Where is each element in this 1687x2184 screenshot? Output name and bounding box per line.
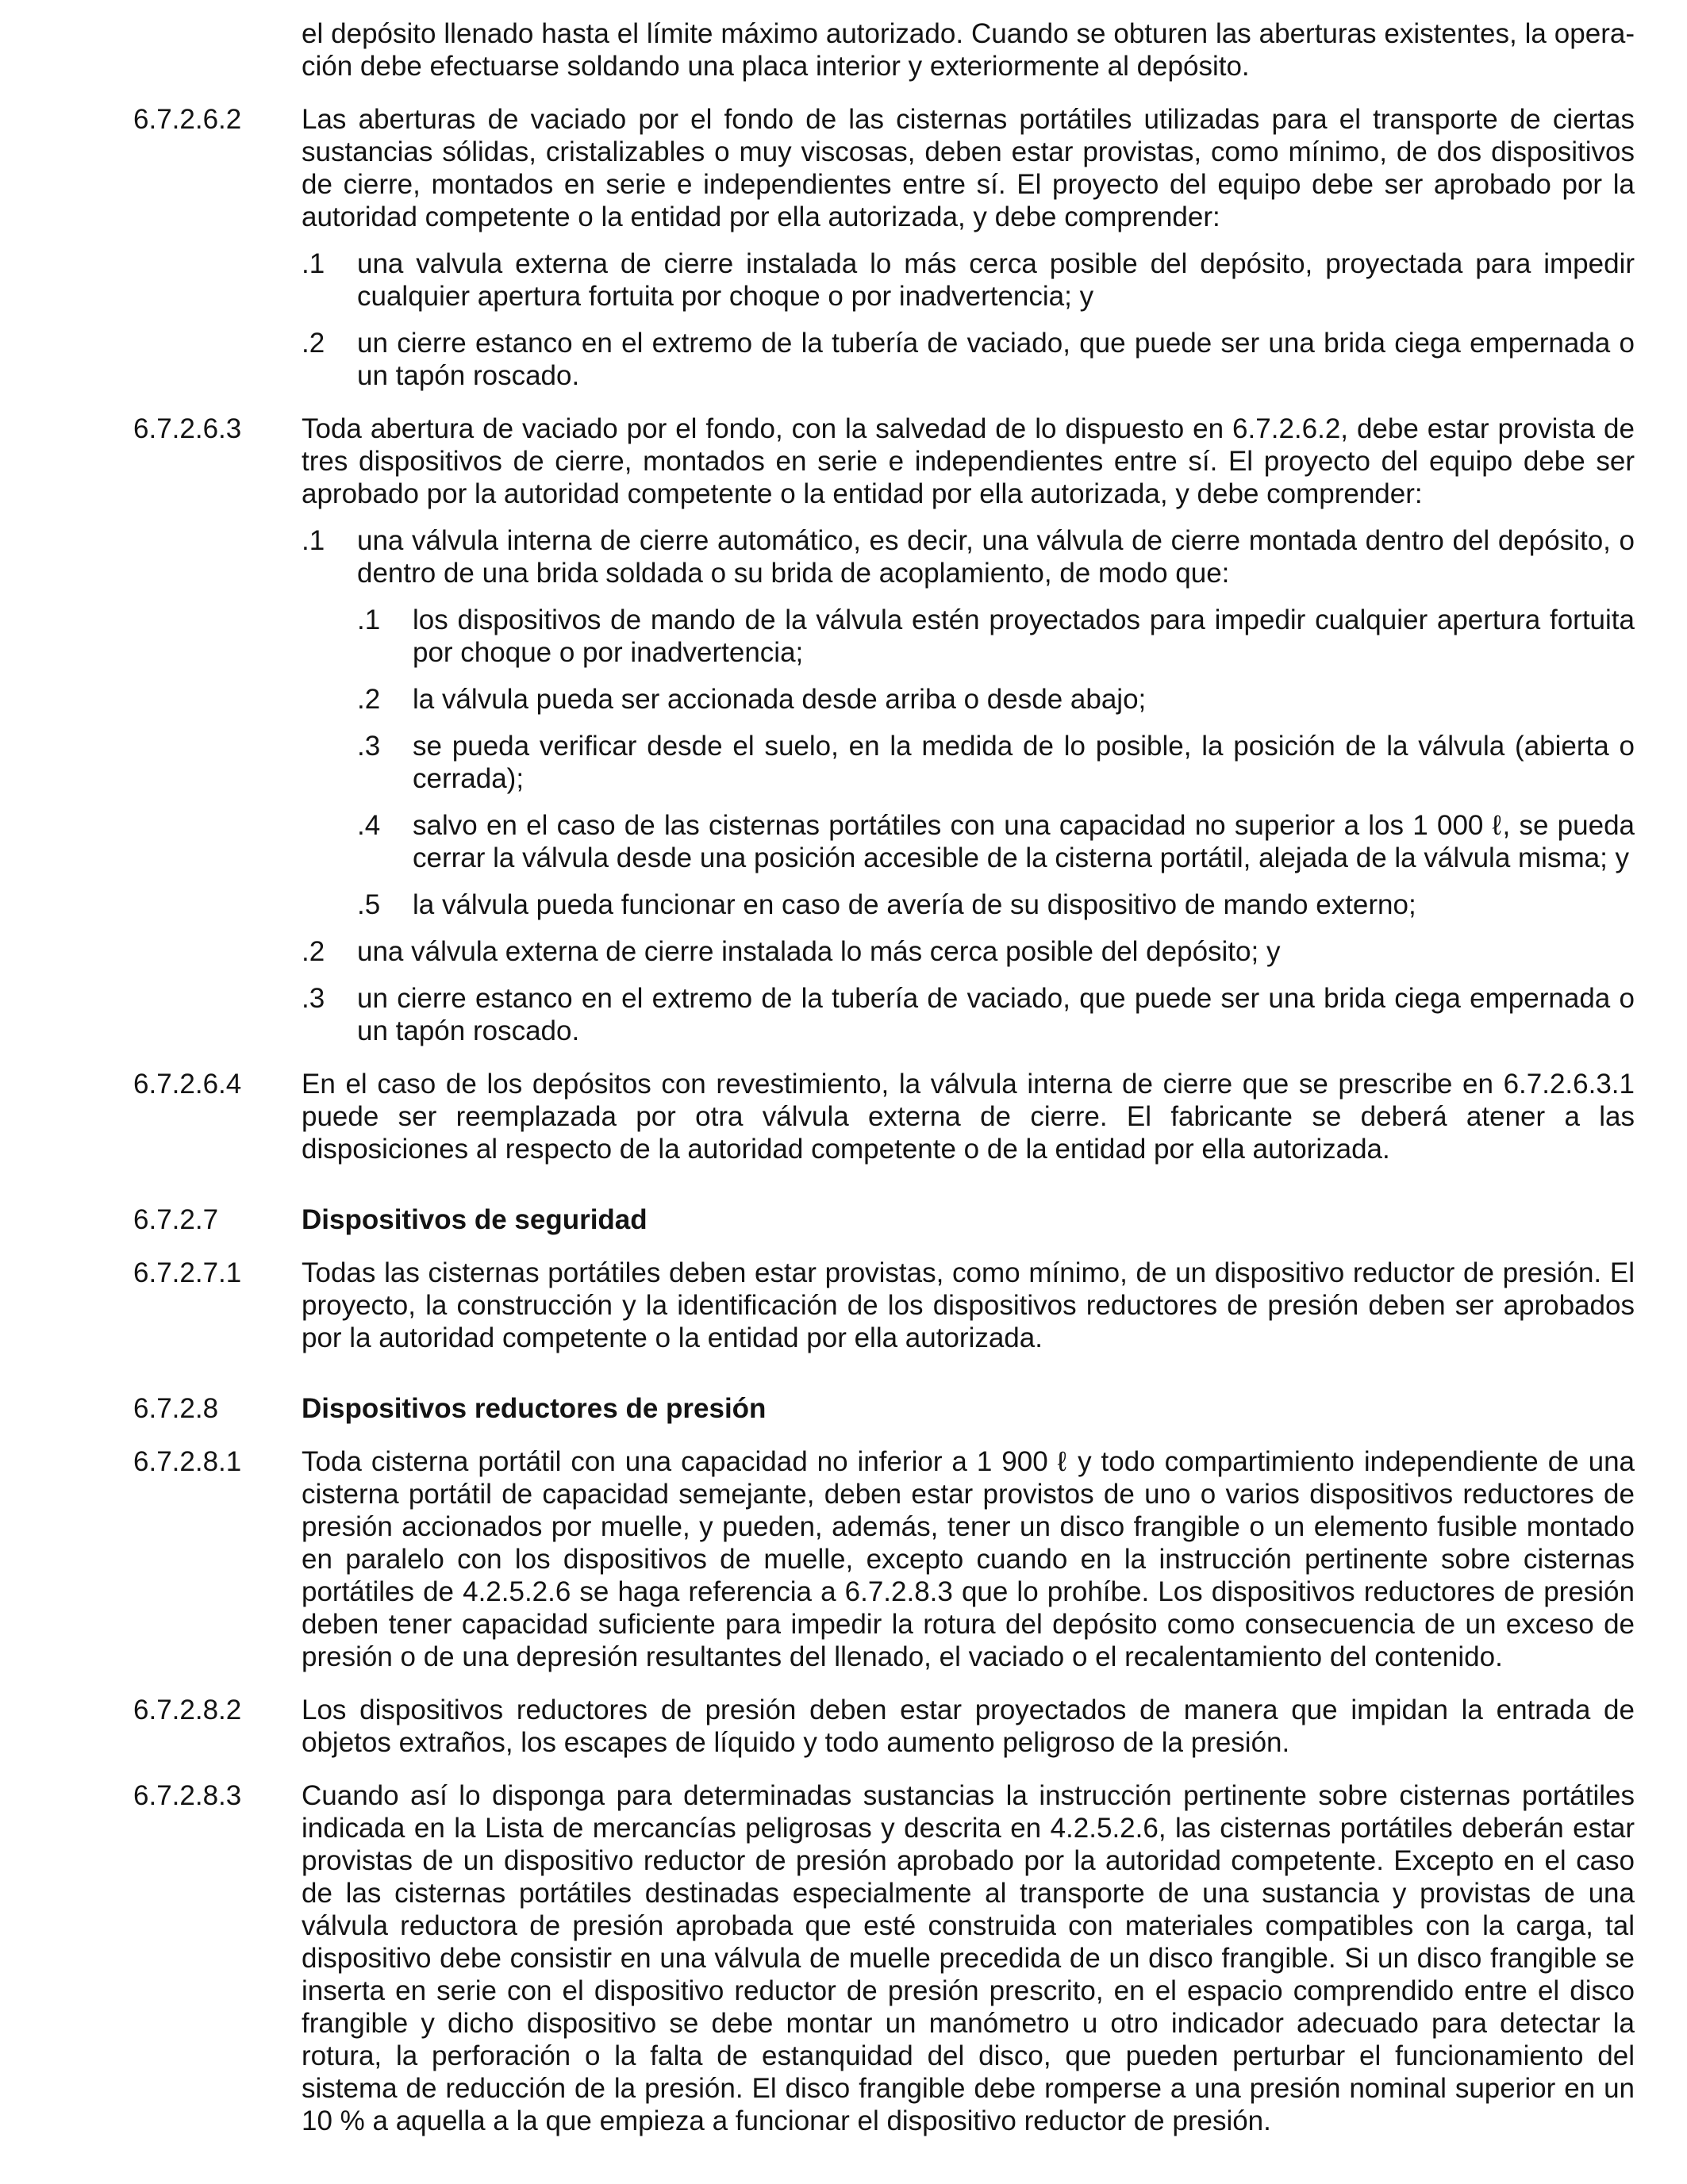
heading-6-7-2-7	[0, 1203, 1635, 1236]
list-text: se pueda verificar desde el suelo, en la medida de lo posible, la posición de la válvula (abierta o cerrada);	[413, 731, 1635, 794]
section-title: Dispositivos de seguridad	[302, 1204, 648, 1235]
section-6-7-2-8-3	[0, 1779, 1635, 2137]
section-number: 6.7.2.6.4	[133, 1069, 242, 1100]
section-number: 6.7.2.8	[133, 1393, 219, 1424]
section-6-7-2-8-1	[0, 1445, 1635, 1673]
sub-list-item	[0, 683, 1635, 716]
list-text: una válvula interna de cierre automático, es decir, una válvula de cierre montada dentro del depósito, o dentro de una brida soldada o su brida de acoplamiento, de modo que:	[357, 525, 1635, 589]
sub-list-item	[0, 889, 1635, 921]
list-text: los dispositivos de mando de la válvula estén proyectados para impedir cualquier apertura fortuita por choque o por inadvertencia;	[413, 605, 1635, 668]
list-marker: .4	[357, 810, 381, 841]
list-text: la válvula pueda ser accionada desde arriba o desde abajo;	[413, 684, 1147, 715]
section-6-7-2-6-4	[0, 1068, 1635, 1165]
section-number: 6.7.2.8.2	[133, 1695, 242, 1725]
section-6-7-2-6-2	[0, 103, 1635, 233]
sub-list-item	[0, 730, 1635, 795]
list-marker: .1	[302, 525, 325, 556]
section-number: 6.7.2.8.3	[133, 1780, 242, 1811]
list-item	[0, 327, 1635, 392]
list-marker: .2	[302, 936, 325, 967]
list-marker: .1	[302, 248, 325, 279]
sub-list-item	[0, 604, 1635, 669]
section-text: Toda cisterna portátil con una capacidad no inferior a 1 900 ℓ y todo compartimiento independiente de una cisterna portátil de capacidad semejante, deben estar provistos de uno o varios dispositivos reductores de presión accionados por muelle, y pueden, además, tener un disco frangible o un elemento fusible montado en paralelo con los dispositivos de muelle, excepto cuando en la instrucción pertinente sobre cisternas portátiles de 4.2.5.2.6 se haga referencia a 6.7.2.8.3 que lo prohíbe. Los dispositivos reductores de presión deben tener capacidad suficiente para impedir la rotura del depósito como consecuencia de un exceso de presión o de una depresión resultantes del llenado, el vaciado o el recalentamiento del contenido.	[302, 1446, 1635, 1672]
section-text: Cuando así lo disponga para determinadas sustancias la instrucción pertinente sobre cisternas portátiles indicada en la Lista de mercancías peligrosas y descrita en 4.2.5.2.6, las cisternas portátiles deberán estar provistas de un dispositivo reductor de presión aprobado por la autoridad competente. Excepto en el caso de las cisternas portátiles destinadas especialmente al transporte de una sustancia y provistas de una válvula reductora de presión aprobada que esté construida con materiales compatibles con la carga, tal dispositivo debe consistir en una válvula de muelle precedida de un disco frangible. Si un disco frangible se inserta en serie con el dispositivo reductor de presión prescrito, en el espacio comprendido entre el disco frangible y dicho dispositivo se debe montar un manómetro u otro indicador adecuado para detectar la rotura, la perforación o la falta de estanquidad del disco, que pueden perturbar el funcionamiento del sistema de reducción de la presión. El disco frangible debe romperse a una presión nominal superior en un 10 % a aquella a la que empieza a funcionar el dispositivo reductor de presión.	[302, 1780, 1635, 2136]
list-text: salvo en el caso de las cisternas portátiles con una capacidad no superior a los 1 000 ℓ, se pueda cerrar la válvula desde una posición accesible de la cisterna portátil, alejada de la válvula misma; y	[413, 810, 1635, 873]
list-text: una valvula externa de cierre instalada lo más cerca posible del depósito, proyectada para impedir cualquier apertura fortuita por choque o por inadvertencia; y	[357, 248, 1635, 312]
section-number: 6.7.2.7.1	[133, 1257, 242, 1288]
section-text: Toda abertura de vaciado por el fondo, con la salvedad de lo dispuesto en 6.7.2.6.2, debe estar provista de tres dispositivos de cierre, montados en serie e independientes entre sí. El proyecto del equipo debe ser aprobado por la autoridad competente o la entidad por ella autorizada, y debe comprender:	[302, 413, 1635, 509]
list-text: un cierre estanco en el extremo de la tubería de vaciado, que puede ser una brida ciega empernada o un tapón roscado.	[357, 328, 1635, 391]
section-title: Dispositivos reductores de presión	[302, 1393, 767, 1424]
sub-list-item	[0, 809, 1635, 874]
section-text: Las aberturas de vaciado por el fondo de las cisternas portátiles utilizadas para el transporte de ciertas sustancias sólidas, cristalizables o muy viscosas, deben estar provistas, como mínimo, de dos dispositivos de cierre, montados en serie e independientes entre sí. El proyecto del equipo debe ser aprobado por la autoridad competente o la entidad por ella autorizada, y debe comprender:	[302, 104, 1635, 232]
section-number: 6.7.2.6.3	[133, 413, 242, 444]
list-marker: .5	[357, 889, 381, 920]
list-text: un cierre estanco en el extremo de la tubería de vaciado, que puede ser una brida ciega empernada o un tapón roscado.	[357, 983, 1635, 1046]
section-6-7-2-6-3	[0, 413, 1635, 510]
list-marker: .3	[357, 731, 381, 762]
section-number: 6.7.2.8.1	[133, 1446, 242, 1477]
section-6-7-2-8-2	[0, 1694, 1635, 1759]
list-item	[0, 248, 1635, 313]
section-text: Los dispositivos reductores de presión deben estar proyectados de manera que impidan la entrada de objetos extraños, los escapes de líquido y todo aumento peligroso de la presión.	[302, 1695, 1635, 1758]
section-text: En el caso de los depósitos con revestimiento, la válvula interna de cierre que se prescribe en 6.7.2.6.3.1 puede ser reemplazada por otra válvula externa de cierre. El fabricante se deberá atener a las disposiciones al respecto de la autoridad competente o de la entidad por ella autorizada.	[302, 1069, 1635, 1165]
intro-paragraph	[0, 0, 1635, 83]
list-text: una válvula externa de cierre instalada lo más cerca posible del depósito; y	[357, 936, 1281, 967]
list-marker: .2	[302, 328, 325, 359]
heading-6-7-2-8	[0, 1392, 1635, 1425]
section-text: Todas las cisternas portátiles deben estar provistas, como mínimo, de un dispositivo reductor de presión. El proyecto, la construcción y la identificación de los dispositivos reductores de presión deben ser aprobados por la autoridad competente o la entidad por ella autorizada.	[302, 1257, 1635, 1353]
list-marker: .1	[357, 605, 381, 635]
section-number: 6.7.2.7	[133, 1204, 219, 1235]
section-number: 6.7.2.6.2	[133, 104, 242, 135]
list-item	[0, 935, 1635, 968]
list-marker: .3	[302, 983, 325, 1014]
list-text: la válvula pueda funcionar en caso de avería de su dispositivo de mando externo;	[413, 889, 1416, 920]
list-item	[0, 524, 1635, 589]
intro-text: el depósito llenado hasta el límite máximo autorizado. Cuando se obturen las aberturas existentes, la operación debe efectuarse soldando una placa interior y exteriormente al depósito.	[302, 18, 1635, 82]
list-item	[0, 982, 1635, 1047]
section-6-7-2-7-1	[0, 1257, 1635, 1354]
list-marker: .2	[357, 684, 381, 715]
